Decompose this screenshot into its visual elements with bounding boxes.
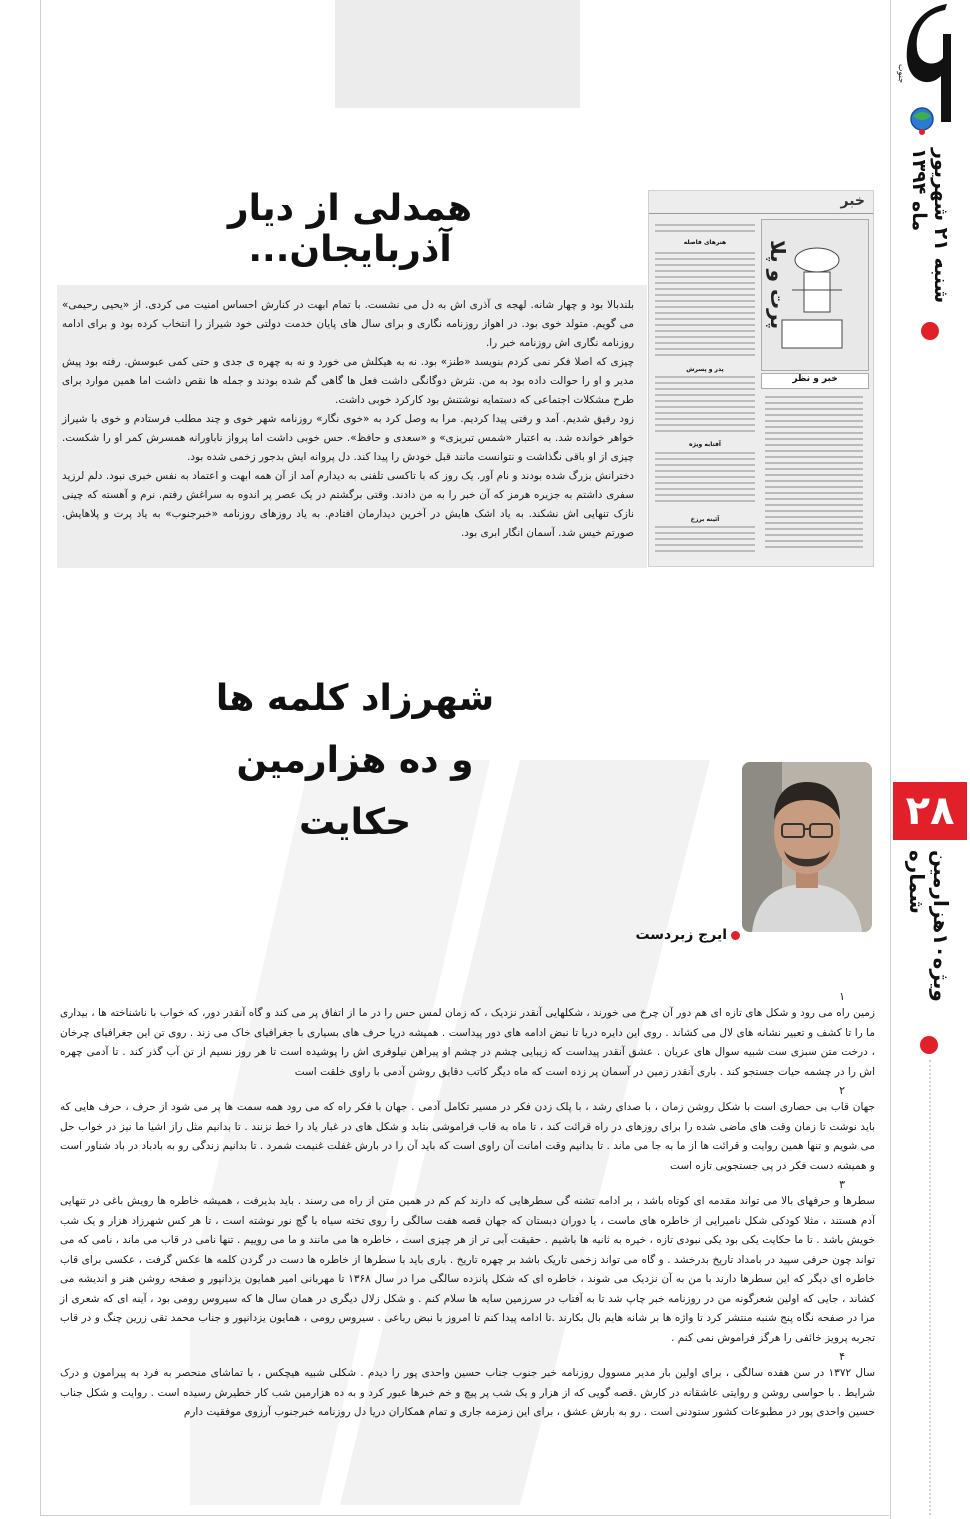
clipping-heading: آفتابه ویژه <box>689 441 721 448</box>
clipping-column-title: پرت و پلا <box>766 240 790 330</box>
clipping-left-text-lines <box>655 221 755 561</box>
section-label: ویژه۱۰هزارمین شماره <box>905 850 953 1002</box>
article1-paragraph: زود رفیق شدیم. آمد و رفتی پیدا کردیم. مرا به وصل کرد به «خوی نگار» روزنامه شهر خوی و چند مطلب فرستادم و خوی با شیراز خواهر خوانده شد. به اعتبار «شمس تبریزی» و «سعدی و حافظ». حس خوبی داشت اما پرواز ناباورانه همسرش کمر او را شکست. چیزی از او باقی نگذاشت و نتوانست مانند قبل خودش را پیدا کند. دل پروانه ایش بدجور زخمی شده بود. <box>62 413 634 463</box>
section-number: ۳ <box>839 1178 845 1191</box>
dateline-bullet <box>921 322 939 340</box>
section-number: ۲ <box>839 1084 845 1097</box>
dotted-divider <box>929 1060 931 1515</box>
article2-section <box>60 990 875 1082</box>
clipping-masthead: خبر <box>840 193 865 209</box>
logo-text <box>935 124 936 125</box>
article2-body <box>60 990 875 1425</box>
article1-paragraph: بلندبالا بود و چهار شانه. لهجه ی آذری اش به دل می نشست. با تمام ابهت در کنارش احساس امنیت می کردی. از «یحیی رحیمی» می گویم. متولد خوی بود. در اهواز روزنامه نگاری و برای سال های پایان خدمت دولتی خود شیراز را انتخاب کرده بود و برای ادامه روزنامه نگاری اش روزنامه خبر را. <box>62 299 634 349</box>
clipping-heading: آئینه برزخ <box>690 516 720 523</box>
newspaper-logo <box>895 4 965 144</box>
clipping-text-lines <box>761 391 867 561</box>
clipping-subtitle: خبر و نظر <box>761 373 869 389</box>
section-text: زمین راه می رود و شکل های تازه ای هم دور آن چرخ می خورند ، شکلهایی آنقدر نزدیک ، که زمان لمس حس را در ما از اتفاق پر می کند و گاه آنقدر دور، که خواب با ناشناخته ها ، بیداری ما را تا کشف و تعبیر نشانه های لال می کشاند . روی این دایره دریا تا نبض ادامه های دور پیداست . همیشه دریا حرف های بسیاری با جغرافیای خاک می زند . روی تن این جغرافیای چرخان ، درخت متن سبزی ست شبیه سوال های عریان . عشق آنقدر پیداست که زیبایی چشم در چشم او پیراهن نیلوفری اش را پوشیده است تا هر روز نسیم از تن آب گذر کند . تا آدمی چهره اش را در چشمه حیات جستجو کند . باری آنقدر زمین در آسمان پر زده است که ماه دیگر کاتب دقایق روشن آدمی با راوی خلقت است <box>60 1007 875 1078</box>
author-bullet <box>731 931 740 940</box>
article2-headline <box>190 668 520 854</box>
author-byline <box>630 925 740 945</box>
clipping-cartoon <box>761 219 869 371</box>
section-text: سطرها و حرفهای بالا می تواند مقدمه ای کوتاه باشد ، بر ادامه تشنه گی سطرهایی که دارند کم کم در همین متن از راه می رسند . باید بذیرفت ، همیشه خاطره ها رویش باغی در تنهایی آدم هستند ، مثلا کودکی شکل نامیرایی از خاطره های ماست ، یا دوران دبستان که جهان قصه هفت سالگی را روی تخته سیاه با گچ نور نوشته است ، تا هر کس شهرزاد هزار و یک شب خویش باشد . تا ما حکایت یکی بود یکی نبودی تازه ، خیره به ثانیه ها باشیم . حقیقت آبی تر از هر چیزی است ، خاطره ها می مانند و ما می روییم . تنها نامی در قاب می ماند ، نامی که می تواند چون حرفی سپید در بامداد تاریخ بدرخشد . و گاه می تواند زخمی تاریک باشد بر چهره تاریخ . باری باید با سطرها از خاطره ها دست در گردن کلمه ها عکس گرفت ، عکسی برای قاب خاطره ای دیگر که این سطرها دارند با من به آن نزدیک می شوند ، خاطره ای که شکل پانزده سالگی مرا در سال ۱۳۶۸ تا مهربانی امیر همایون یزدانپور و صفحه روشن هنر و اندیشه می کشاند ، جایی که اولین شعرگونه من در روزنامه خبر چاپ شد تا به آفتاب در سرزمین سایه ها سلام کنم . و شکل زلال دیگری در همان سال ها که سیروس رومی بود ، آینه ای که شعری از مرا در صفحه نگاه پنج شنبه منتشر کرد تا واژه ها بر شانه هایم بال بکارند .تا ادامه پیدا کنم تا امروز با نبض رباعی . سیروس رومی ، همایون یزدانپور و جناب محمد تقی زرین چنگ و در قاب تجربه پرویز خائفی را هرگز فراموش نمی کنم . <box>60 1195 876 1344</box>
article2-section <box>60 1350 875 1423</box>
page-number-badge <box>893 782 967 840</box>
section-text: جهان قاب بی حصاری است با شکل روشن زمان ، با صدای رشد ، با پلک زدن فکر در مسیر تکامل آدمی . جهان با فکر راه که می رود همه سمت ها پر می شود از حرف ، حرف هایی که باید نوشت تا زمان وقت های ماضی شده را برای روزهای در راه قرائت کند ، تا ماه به قاب فراموشی بتابد و شکل های در غبار یاد را خط نزنند . تا بدانیم مثل راز اشیا ما نیز در خواب حل می شویم و تنها همین روایت و قرائت ها از ما به جا می ماند . تا بدانیم وقت امانت آن راوی است که باید آن را در بارش غفلت غنیمت شمرد . تا بدانیم زندگی رو به بادباد در باد شناور است و همیشه دست فکر در پی جستجویی تازه است <box>60 1101 875 1172</box>
article2-headline-line2: و ده هزارمین حکایت <box>236 740 474 843</box>
section-number: ۱ <box>839 990 845 1003</box>
top-gray-block <box>335 0 580 108</box>
article1-headline: همدلی از دیار آذربایجان... <box>227 188 473 270</box>
article1-body <box>62 296 634 543</box>
section-bullet <box>920 1036 938 1054</box>
article2-headline-line1: شهرزاد کلمه ها <box>215 678 495 719</box>
section-text: سال ۱۳۷۲ در سن هفده سالگی ، برای اولین بار مدیر مسوول روزنامه خبر جنوب جناب حسین واحدی پور را دیدم . شکلی شبیه هیچکس ، با تماشای منحصر به فرد به پیرامون و درک شرایط . با حواسی روشن و روایتی عاشقانه در کارش .قصه گویی که از هزار و یک شب پر پیچ و خم خبرها عبور کرد و به ده هزارمین شب کار خطیرش رسیده است . روایت و شکل جناب حسین واحدی پور در مطبوعات کشور ستودنی است . رو به بارش عشق ، برای این زمزمه جاری و تمام همکاران دریا دل روزنامه خبرجنوب آرزوی موفقیت دارم <box>60 1367 875 1418</box>
page-number: ۲۸ <box>905 788 955 834</box>
article1-paragraph: دخترانش بزرگ شده بودند و نام آور. یک روز که با تاکسی تلفنی به دیدارم آمد از آن همه ابهت و اعتماد به نفس خبری نبود. دلم لرزید سفری داشتم به جزیره هرمز که آن خبر را به من دادند. وقتی برگشتم در یک عصر پر اندوه به سراغش رفتم. نرم و آهسته که چینی نازک تنهایی اش نشکند. به یاد اشک هایش در آخرین دیدارمان افتادم. به یاد روزهای روزنامه «خبرجنوب» به یاد پرت و پلاهایش. صورتم خیس شد. آسمان انگار ابری بود. <box>62 470 634 539</box>
article2-section <box>60 1084 875 1176</box>
newspaper-clipping-image <box>648 190 874 567</box>
article1-paragraph: چیزی که اصلا فکر نمی کردم بنویسد «طنز» بود. نه به هیکلش می خورد و نه به چهره ی جدی و حتی کمی عبوسش. رفته بود پیش مدیر و او را حوالت داده بود به من. نثرش دوگانگی داشت فعل ها گاهی گم شده بودند و جمله ها نقص داشت اما همین موارد برای طرح مشکلات اجتماعی که دستمایه نوشتنش بود کارکرد خوبی داشت. <box>62 356 634 406</box>
logo-small-text: جنوب <box>897 64 906 84</box>
article2-section <box>60 1178 875 1348</box>
clipping-heading: هنرهای فاصله <box>683 239 727 246</box>
author-photo <box>742 762 872 932</box>
dateline: شنبه ۲۱ شهریور ماه ۱۳۹۴ <box>908 148 952 304</box>
section-number: ۴ <box>839 1350 845 1363</box>
clipping-heading: پدر و پسرش <box>686 366 724 373</box>
author-name: ایرج زبردست <box>635 927 727 943</box>
